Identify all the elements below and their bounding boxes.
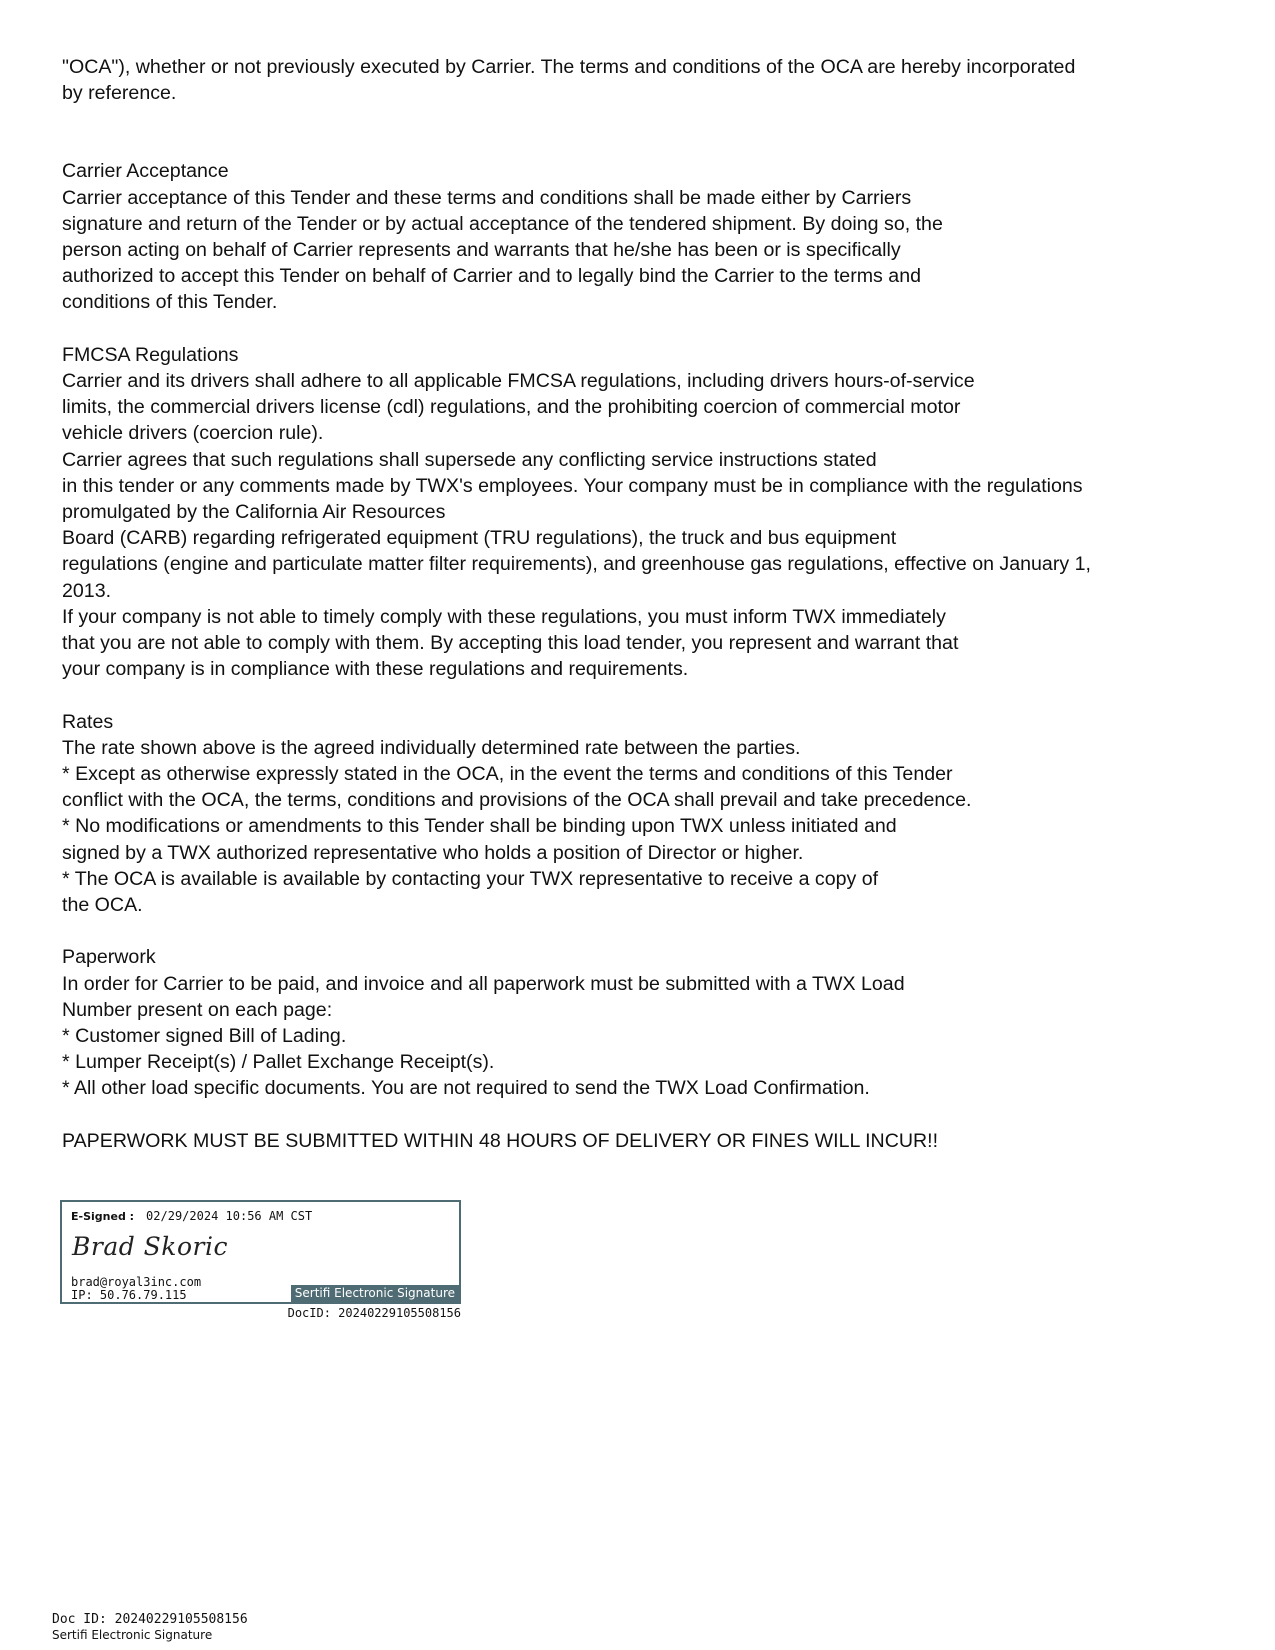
body-line: signed by a TWX authorized representative who holds a position of Director or higher. bbox=[62, 841, 804, 864]
paperwork-section bbox=[62, 944, 1222, 1154]
body-line: Carrier acceptance of this Tender and these terms and conditions shall be made either by Carriers bbox=[62, 186, 912, 209]
sertifi-brand-badge: Sertifi Electronic Signature bbox=[291, 1285, 459, 1302]
signer-email: brad@royal3inc.com bbox=[71, 1275, 202, 1289]
page-footer bbox=[52, 1611, 248, 1643]
body-line: conditions of this Tender. bbox=[62, 291, 278, 314]
body-line: * Lumper Receipt(s) / Pallet Exchange Receipt(s). bbox=[62, 1051, 495, 1074]
section-heading: Paperwork bbox=[62, 946, 156, 969]
body-line: 2013. bbox=[62, 579, 112, 602]
body-line: "OCA"), whether or not previously executed by Carrier. The terms and conditions of the OCA are hereby incorporated bbox=[62, 56, 1076, 78]
section-heading: Carrier Acceptance bbox=[62, 160, 229, 183]
body-line: authorized to accept this Tender on behalf of Carrier and to legally bind the Carrier to the terms and bbox=[62, 265, 921, 288]
footer-docid: Doc ID: 20240229105508156 bbox=[52, 1612, 248, 1627]
body-line: in this tender or any comments made by TWX's employees. Your company must be in compliance with the regulations bbox=[62, 474, 1083, 497]
carrier-acceptance-section bbox=[62, 158, 1222, 315]
body-line: regulations (engine and particulate matter filter requirements), and greenhouse gas regulations, effective on January 1, bbox=[62, 553, 1091, 576]
esigned-label: E-Signed : bbox=[71, 1210, 135, 1223]
body-line: The rate shown above is the agreed individually determined rate between the parties. bbox=[62, 736, 801, 759]
esigned-row bbox=[71, 1209, 312, 1223]
body-line: by reference. bbox=[62, 82, 177, 105]
body-line: * The OCA is available is available by contacting your TWX representative to receive a copy of bbox=[62, 867, 879, 890]
body-line: that you are not able to comply with them. By accepting this load tender, you represent and warrant that bbox=[62, 632, 959, 655]
body-line: promulgated by the California Air Resources bbox=[62, 501, 446, 524]
body-line: In order for Carrier to be paid, and invoice and all paperwork must be submitted with a TWX Load bbox=[62, 972, 905, 995]
body-line: your company is in compliance with these regulations and requirements. bbox=[62, 658, 689, 681]
body-line: * Except as otherwise expressly stated in the OCA, in the event the terms and conditions of this Tender bbox=[62, 763, 953, 786]
body-line: Carrier agrees that such regulations shall supersede any conflicting service instructions stated bbox=[62, 448, 877, 471]
body-line: Board (CARB) regarding refrigerated equipment (TRU regulations), the truck and bus equipment bbox=[62, 527, 897, 550]
body-line: Carrier and its drivers shall adhere to all applicable FMCSA regulations, including drivers hours-of-service bbox=[62, 370, 975, 393]
rates-section bbox=[62, 709, 1222, 919]
fmcsa-section bbox=[62, 342, 1222, 683]
esigned-timestamp: 02/29/2024 10:56 AM CST bbox=[146, 1209, 313, 1223]
document-body bbox=[62, 54, 1222, 1154]
body-line: * All other load specific documents. You are not required to send the TWX Load Confirmation. bbox=[62, 1077, 870, 1100]
signature-docid: DocID: 20240229105508156 bbox=[287, 1306, 461, 1320]
body-line: * Customer signed Bill of Lading. bbox=[62, 1025, 347, 1048]
body-line: vehicle drivers (coercion rule). bbox=[62, 422, 324, 445]
section-heading: FMCSA Regulations bbox=[62, 343, 239, 366]
footer-brand: Sertifi Electronic Signature bbox=[52, 1628, 213, 1642]
body-line: signature and return of the Tender or by actual acceptance of the tendered shipment. By doing so, the bbox=[62, 212, 943, 235]
body-line: * No modifications or amendments to this Tender shall be binding upon TWX unless initiated and bbox=[62, 815, 897, 838]
e-signature-block bbox=[60, 1200, 461, 1304]
body-line: the OCA. bbox=[62, 894, 143, 917]
body-line: limits, the commercial drivers license (cdl) regulations, and the prohibiting coercion of commercial motor bbox=[62, 396, 961, 419]
body-line: person acting on behalf of Carrier represents and warrants that he/she has been or is specifically bbox=[62, 239, 901, 262]
handwritten-signature: Brad Skoric bbox=[72, 1232, 228, 1261]
body-line: Number present on each page: bbox=[62, 998, 333, 1021]
paperwork-warning: PAPERWORK MUST BE SUBMITTED WITHIN 48 HOURS OF DELIVERY OR FINES WILL INCUR!! bbox=[62, 1129, 939, 1152]
intro-paragraph bbox=[62, 54, 1222, 106]
body-line: If your company is not able to timely comply with these regulations, you must inform TWX immediately bbox=[62, 605, 946, 628]
section-heading: Rates bbox=[62, 710, 114, 733]
signer-ip: IP: 50.76.79.115 bbox=[71, 1288, 187, 1302]
body-line: conflict with the OCA, the terms, conditions and provisions of the OCA shall prevail and take precedence. bbox=[62, 789, 972, 812]
